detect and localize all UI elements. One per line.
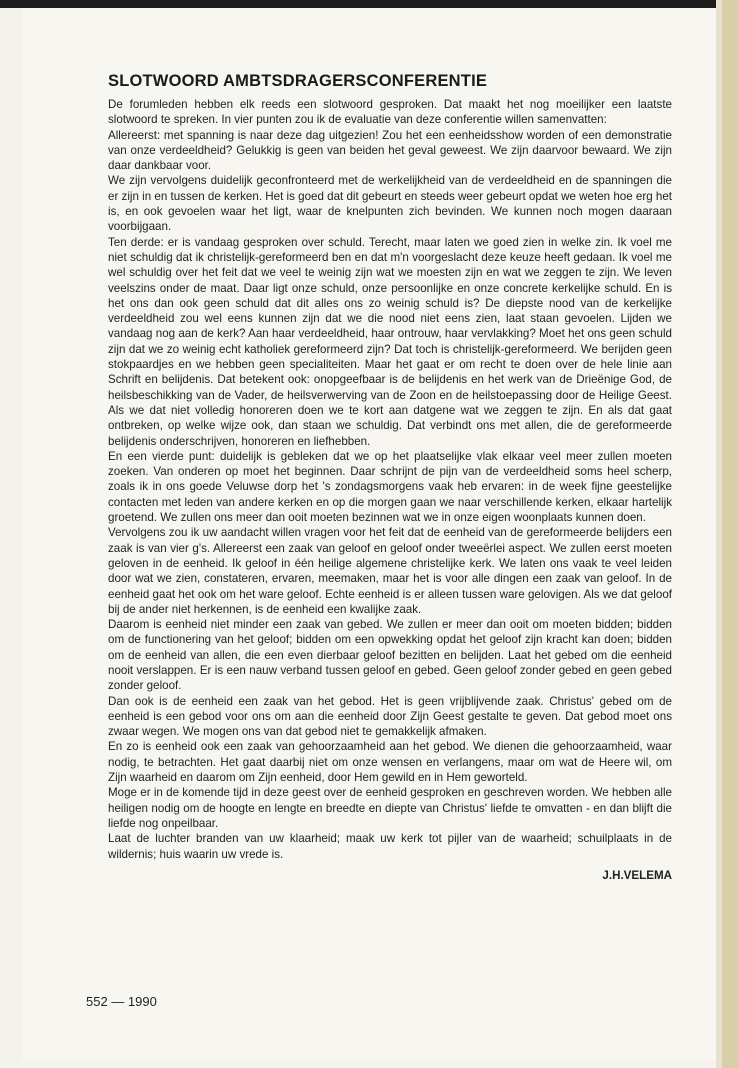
paragraph-closing-prayer: Laat de luchter branden van uw klaarheid; maak uw kerk tot pijler van de waarheid; schuilplaats in de wildernis; huis waarin uw vrede is. (108, 832, 672, 861)
paragraph-commandment: Dan ook is de eenheid een zaak van het gebod. Het is geen vrijblijvende zaak. Christus' gebed om de eenheid is een gebod voor ons om aan die eenheid door Zijn Geest gestalte te geven. Dat gebod moet ons zwaar wegen. We mogen ons van dat gebod niet te gemakkelijk afmaken. (108, 694, 672, 739)
paragraph-intro: De forumleden hebben elk reeds een slotwoord gesproken. Dat maakt het nog moeilijker een laatste slotwoord te spreken. In vier punten zou ik de evaluatie van deze conferentie willen samenvatten: (108, 98, 672, 127)
paragraph-second-point: We zijn vervolgens duidelijk geconfronteerd met de werkelijkheid van de verdeeldheid en de spanningen die er zijn in en tussen de kerken. Het is goed dat dit gebeurt en steeds weer gebeurt opdat we weten hoe erg het is, en ook gevoelen waar het ligt, waar de knelpunten zich bevinden. We kunnen noch mogen daaraan voorbijgaan. (108, 174, 672, 234)
article-title: SLOTWOORD AMBTSDRAGERSCONFERENTIE (108, 72, 488, 90)
paragraph-third-point: Ten derde: er is vandaag gesproken over schuld. Terecht, maar laten we goed zien in welke zin. Ik voel me niet schuldig dat ik christelijk-gereformeerd ben en dat m'n voorgeslacht deze keuze heeft gedaan. Ik voel me wel schuldig over het feit dat we veel te weinig zijn wat we moesten zijn en wat we zeggen te zijn. We leven veelszins onder de maat. Daar ligt onze schuld, onze persoonlijke en onze concrete kerkelijke schuld. En is het ons dan ook geen schuld dat dit alles ons zo weinig schuld is? De diepste nood van de kerkelijke verdeeldheid zou wel eens kunnen zijn dat we die nood niet eens zien, laat staan gevoelen. Lijden we vandaag nog aan de kerk? Aan haar verdeeldheid, haar ontrouw, haar vervlakking? Moet het ons geen schuld zijn dat we zo weinig echt katholiek gereformeerd zijn? Dat toch is christelijk-gereformeerd. We berijden geen stokpaardjes en we hebben geen specialiteiten. Maar het gaat er om recht te doen over de hele linie aan Schrift en belijdenis. Dat betekent ook: onopgeefbaar is de belijdenis en het werk van de Drieënige God, de heilsbeschikking van de Vader, de heilsverwerving van de Zoon en de heilstoepassing door de Heilige Geest. Als we dat niet volledig honoreren doen we te kort aan datgene wat we zeggen te zijn. En als dat gaat ontbreken, op welke wijze ook, dan staan we schuldig. Dat verbindt ons met allen, die de gereformeerde belijdenis onderschrijven, honoreren en liefhebben. (108, 235, 672, 448)
paragraph-first-point: Allereerst: met spanning is naar deze dag uitgezien! Zou het een eenheidsshow worden of een demonstratie van onze verdeeldheid? Gelukkig is geen van beiden het geval geweest. We zijn daarvoor bewaard. We zijn daar dankbaar voor. (108, 128, 672, 173)
paragraph-hope: Moge er in de komende tijd in deze geest over de eenheid gesproken en geschreven worden. We hebben alle heiligen nodig om de hoogte en lengte en breedte en diepte van Christus' liefde te omvatten - en dan blijft die liefde nog onpeilbaar. (108, 786, 672, 830)
paragraph-fourth-point: En een vierde punt: duidelijk is gebleken dat we op het plaatselijke vlak elkaar veel meer zullen moeten zoeken. Van onderen op moet het beginnen. Daar schrijnt de pijn van de verdeeldheid soms heel scherp, zoals ik in ons goede Veluwse dorp het 's zondagsmorgens vaak heb ervaren: in de week fijne geestelijke contacten met leden van andere kerken en op die morgen gaan we naar verschillende kerken, elkaar hartelijk groetend. We zullen ons meer dan ooit moeten bezinnen wat we in onze eigen woonplaats kunnen doen. (108, 449, 672, 525)
scan-top-edge (0, 0, 738, 8)
paragraph-obedience: En zo is eenheid ook een zaak van gehoorzaamheid aan het gebod. We dienen die gehoorzaamheid, waar nodig, te betrachten. Het gaat daarbij niet om onze wensen en verlangens, maar om wat de Heere wil, om Zijn waarheid en daarom om Zijn eenheid, door Hem gewild en in Hem geworteld. (108, 740, 672, 785)
document-page (22, 8, 716, 1060)
page-number: 552 — 1990 (86, 994, 157, 1009)
article-body (108, 72, 672, 882)
author-signature: J.H.VELEMA (602, 868, 672, 882)
paragraph-prayer: Daarom is eenheid niet minder een zaak van gebed. We zullen er meer dan ooit om moeten bidden; bidden om de functionering van het geloof; bidden om een opwekking opdat het geloof zijn kracht kan doen; bidden om de eenheid van allen, die een even dierbaar geloof bezitten en belijden. Laat het gebed om die eenheid nooit verslappen. Er is een nauw verband tussen geloof en gebed. Geen geloof zonder gebed en geen gebed zonder geloof. (108, 618, 672, 693)
paragraph-faith: Vervolgens zou ik uw aandacht willen vragen voor het feit dat de eenheid van de gereformeerde belijders een zaak is van vier g's. Allereerst een zaak van geloof en geloof onder tweeërlei aspect. We zullen eerst moeten geloven in de eenheid. Ik geloof in één heilige algemene christelijke kerk. We laten ons vaak te veel leiden door wat we zien, constateren, ervaren, meemaken, maar het is voor alle dingen een zaak van geloof. In de eenheid gaat het ook om het ware geloof. Echte eenheid is er alleen tussen ware gelovigen. Als we dat geloof bij de ander niet herkennen, is de eenheid een kwalijke zaak. (108, 526, 672, 616)
scan-right-edge (722, 0, 738, 1068)
